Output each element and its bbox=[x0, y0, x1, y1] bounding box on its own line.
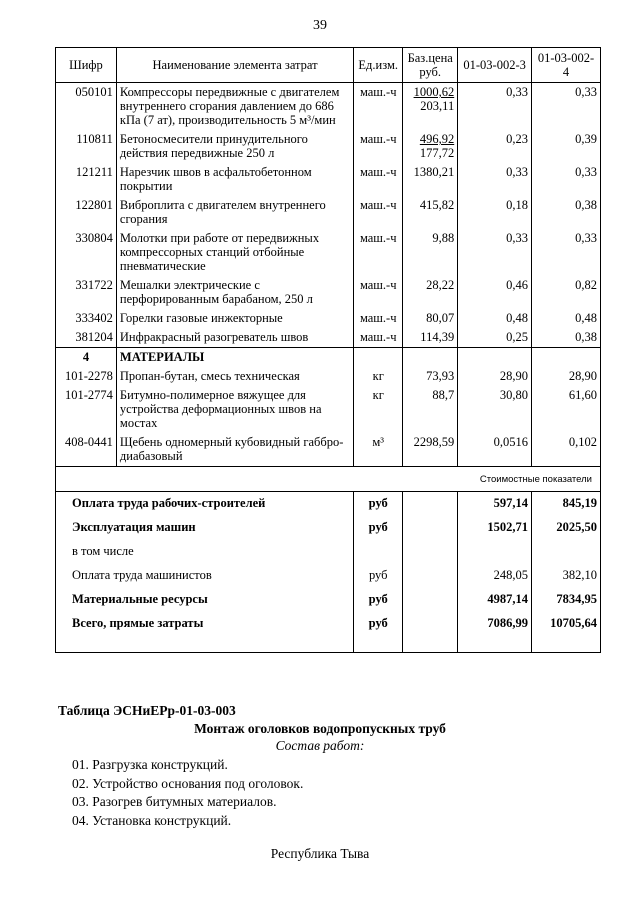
row-code: 121211 bbox=[56, 163, 117, 196]
row-price-secondary: 203,11 bbox=[420, 99, 455, 113]
summary-blank bbox=[403, 540, 458, 564]
row-unit: маш.-ч bbox=[354, 130, 403, 163]
header-price: Баз.цена руб. bbox=[403, 48, 458, 83]
table-row bbox=[56, 309, 601, 328]
summary-value-2: 2025,50 bbox=[532, 516, 601, 540]
section-code: 4 bbox=[56, 348, 117, 368]
row-price: 28,22 bbox=[403, 276, 458, 309]
summary-unit: руб bbox=[354, 588, 403, 612]
summary-label: Оплата труда рабочих-строителей bbox=[56, 492, 354, 517]
row-value-2: 0,33 bbox=[532, 83, 601, 131]
section-row bbox=[56, 348, 601, 368]
header-unit: Ед.изм. bbox=[354, 48, 403, 83]
row-code: 101-2774 bbox=[56, 386, 117, 433]
row-price-main: 1000,62 bbox=[413, 85, 455, 99]
row-unit: маш.-ч bbox=[354, 83, 403, 131]
summary-blank bbox=[403, 612, 458, 653]
row-value-2: 28,90 bbox=[532, 367, 601, 386]
table-row bbox=[56, 328, 601, 348]
summary-row bbox=[56, 564, 601, 588]
header-col2: 01-03-002-4 bbox=[532, 48, 601, 83]
summary-value-2: 10705,64 bbox=[532, 612, 601, 653]
row-value-1: 0,48 bbox=[458, 309, 532, 328]
next-table-title: Таблица ЭСНиЕРр-01-03-003 bbox=[58, 703, 236, 718]
row-price: 80,07 bbox=[403, 309, 458, 328]
summary-blank bbox=[403, 564, 458, 588]
page-number: 39 bbox=[313, 18, 327, 33]
table-row bbox=[56, 229, 601, 276]
row-price: 88,7 bbox=[403, 386, 458, 433]
summary-value-1: 597,14 bbox=[458, 492, 532, 517]
row-name: Нарезчик швов в асфальтобетонном покрытии bbox=[116, 163, 353, 196]
row-price-main: 496,92 bbox=[419, 132, 455, 146]
row-unit: маш.-ч bbox=[354, 229, 403, 276]
row-value-2: 0,33 bbox=[532, 163, 601, 196]
table-row bbox=[56, 386, 601, 433]
row-price-secondary: 177,72 bbox=[419, 146, 455, 160]
row-value-2: 0,48 bbox=[532, 309, 601, 328]
row-unit: маш.-ч bbox=[354, 309, 403, 328]
summary-value-2: 382,10 bbox=[532, 564, 601, 588]
summary-row bbox=[56, 540, 601, 564]
row-value-1: 28,90 bbox=[458, 367, 532, 386]
header-code: Шифр bbox=[56, 48, 117, 83]
summary-heading: Стоимостные показатели bbox=[56, 467, 601, 492]
summary-label: в том числе bbox=[56, 540, 354, 564]
work-item: 01. Разгрузка конструкций. bbox=[72, 757, 228, 772]
row-value-2: 0,33 bbox=[532, 229, 601, 276]
row-value-2: 0,38 bbox=[532, 328, 601, 348]
summary-value-2 bbox=[532, 540, 601, 564]
resource-table bbox=[55, 47, 601, 653]
row-unit: маш.-ч bbox=[354, 163, 403, 196]
table-header-row bbox=[56, 48, 601, 83]
row-price: 9,88 bbox=[403, 229, 458, 276]
summary-blank bbox=[403, 516, 458, 540]
header-name: Наименование элемента затрат bbox=[116, 48, 353, 83]
row-value-1: 30,80 bbox=[458, 386, 532, 433]
row-code: 101-2278 bbox=[56, 367, 117, 386]
row-code: 331722 bbox=[56, 276, 117, 309]
row-code: 381204 bbox=[56, 328, 117, 348]
materials-body bbox=[56, 367, 601, 467]
row-value-1: 0,33 bbox=[458, 163, 532, 196]
row-price: 73,93 bbox=[403, 367, 458, 386]
summary-value-2: 7834,95 bbox=[532, 588, 601, 612]
row-unit: кг bbox=[354, 386, 403, 433]
row-price: 415,82 bbox=[403, 196, 458, 229]
work-composition-heading: Состав работ: bbox=[275, 738, 365, 753]
summary-blank bbox=[403, 588, 458, 612]
row-code: 050101 bbox=[56, 83, 117, 131]
section-name: МАТЕРИАЛЫ bbox=[116, 348, 353, 368]
row-name: Горелки газовые инжекторные bbox=[116, 309, 353, 328]
row-price bbox=[403, 83, 458, 131]
header-col1: 01-03-002-3 bbox=[458, 48, 532, 83]
row-name: Компрессоры передвижные с двигателем внутреннего сгорания давлением до 686 кПа (7 ат), производительность 5 м³/мин bbox=[116, 83, 353, 131]
summary-unit: руб bbox=[354, 492, 403, 517]
table-row bbox=[56, 433, 601, 467]
row-code: 333402 bbox=[56, 309, 117, 328]
summary-label: Всего, прямые затраты bbox=[56, 612, 354, 653]
table-row bbox=[56, 276, 601, 309]
row-value-2: 61,60 bbox=[532, 386, 601, 433]
summary-value-1: 7086,99 bbox=[458, 612, 532, 653]
row-name: Мешалки электрические с перфорированным барабаном, 250 л bbox=[116, 276, 353, 309]
row-price bbox=[403, 130, 458, 163]
row-code: 330804 bbox=[56, 229, 117, 276]
work-item: 04. Установка конструкций. bbox=[72, 812, 232, 828]
table-row bbox=[56, 163, 601, 196]
row-value-1: 0,18 bbox=[458, 196, 532, 229]
row-code: 122801 bbox=[56, 196, 117, 229]
row-code: 110811 bbox=[56, 130, 117, 163]
row-value-1: 0,33 bbox=[458, 83, 532, 131]
summary-row bbox=[56, 516, 601, 540]
footer-region: Республика Тыва bbox=[270, 846, 370, 861]
summary-value-1: 4987,14 bbox=[458, 588, 532, 612]
row-name: Бетоносмесители принудительного действия передвижные 250 л bbox=[116, 130, 353, 163]
summary-blank bbox=[403, 492, 458, 517]
row-name: Виброплита с двигателем внутреннего сгорания bbox=[116, 196, 353, 229]
row-name: Щебень одномерный кубовидный габбро-диабазовый bbox=[116, 433, 353, 467]
row-value-2: 0,39 bbox=[532, 130, 601, 163]
table-row bbox=[56, 83, 601, 131]
row-value-1: 0,23 bbox=[458, 130, 532, 163]
row-name: Битумно-полимерное вяжущее для устройства деформационных швов на мостах bbox=[116, 386, 353, 433]
work-item: 02. Устройство основания под оголовок. bbox=[72, 775, 304, 791]
summary-body bbox=[56, 467, 601, 653]
next-table-subtitle: Монтаж оголовков водопропускных труб bbox=[194, 721, 446, 736]
row-name: Инфракрасный разогреватель швов bbox=[116, 328, 353, 348]
row-value-1: 0,25 bbox=[458, 328, 532, 348]
row-value-1: 0,46 bbox=[458, 276, 532, 309]
work-list bbox=[72, 756, 303, 830]
summary-unit bbox=[354, 540, 403, 564]
machines-body bbox=[56, 83, 601, 348]
work-item: 03. Разогрев битумных материалов. bbox=[72, 794, 277, 809]
row-price: 114,39 bbox=[403, 328, 458, 348]
materials-section bbox=[56, 348, 601, 368]
row-price: 1380,21 bbox=[403, 163, 458, 196]
table-row bbox=[56, 130, 601, 163]
row-value-1: 0,33 bbox=[458, 229, 532, 276]
summary-value-1: 248,05 bbox=[458, 564, 532, 588]
summary-unit: руб bbox=[354, 564, 403, 588]
summary-value-1: 1502,71 bbox=[458, 516, 532, 540]
row-name: Пропан-бутан, смесь техническая bbox=[116, 367, 353, 386]
row-value-2: 0,82 bbox=[532, 276, 601, 309]
summary-row bbox=[56, 612, 601, 653]
row-name: Молотки при работе от передвижных компрессорных станций отбойные пневматические bbox=[116, 229, 353, 276]
row-value-1: 0,0516 bbox=[458, 433, 532, 467]
summary-label: Материальные ресурсы bbox=[56, 588, 354, 612]
summary-label: Оплата труда машинистов bbox=[56, 564, 354, 588]
summary-row bbox=[56, 588, 601, 612]
row-value-2: 0,102 bbox=[532, 433, 601, 467]
row-unit: кг bbox=[354, 367, 403, 386]
row-unit: маш.-ч bbox=[354, 328, 403, 348]
row-unit: маш.-ч bbox=[354, 196, 403, 229]
summary-value-2: 845,19 bbox=[532, 492, 601, 517]
row-unit: м³ bbox=[354, 433, 403, 467]
row-price: 2298,59 bbox=[403, 433, 458, 467]
table-row bbox=[56, 367, 601, 386]
row-unit: маш.-ч bbox=[354, 276, 403, 309]
summary-row bbox=[56, 492, 601, 517]
summary-label: Эксплуатация машин bbox=[56, 516, 354, 540]
summary-heading-row bbox=[56, 467, 601, 492]
summary-unit: руб bbox=[354, 612, 403, 653]
row-value-2: 0,38 bbox=[532, 196, 601, 229]
summary-unit: руб bbox=[354, 516, 403, 540]
summary-value-1 bbox=[458, 540, 532, 564]
table-row bbox=[56, 196, 601, 229]
row-code: 408-0441 bbox=[56, 433, 117, 467]
